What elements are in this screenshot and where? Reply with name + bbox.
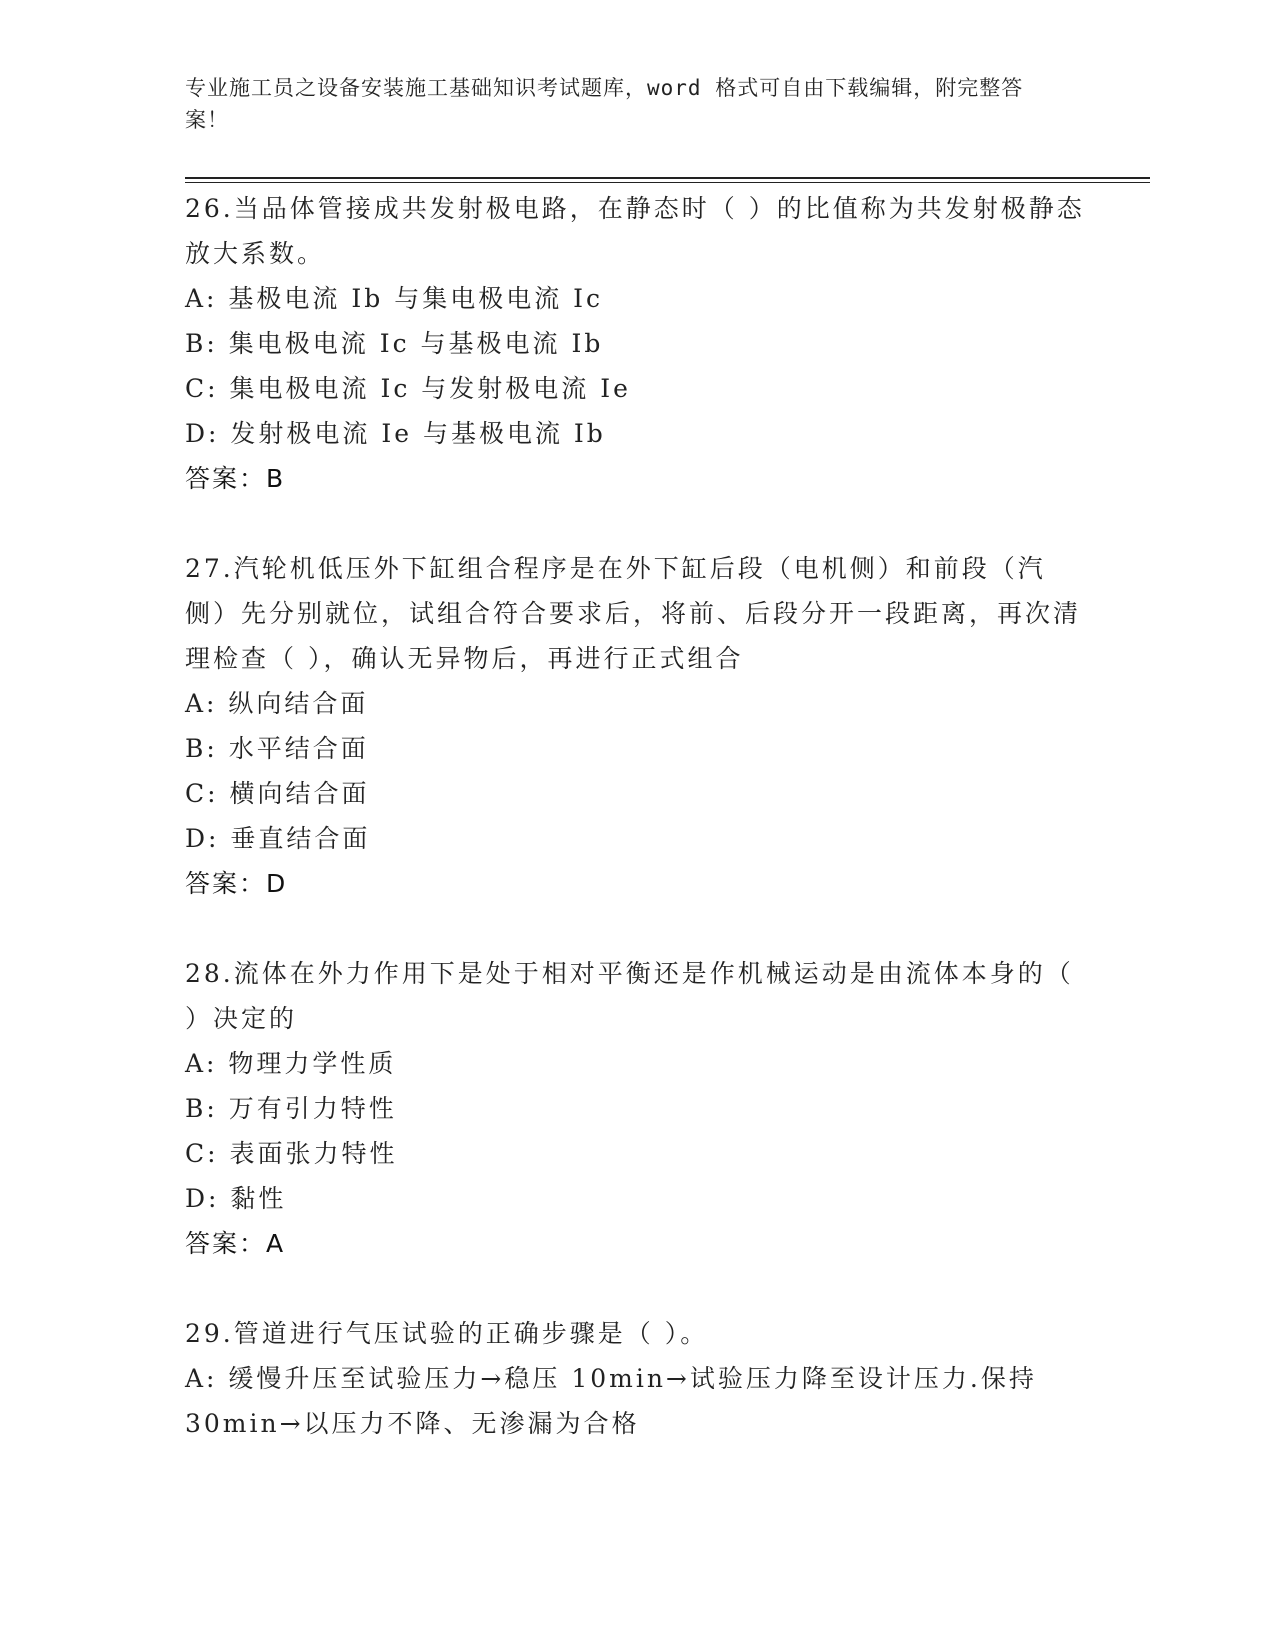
option-d: D: 黏性 [185, 1184, 287, 1213]
option-c: C: 表面张力特性 [185, 1139, 398, 1168]
question-28 [185, 951, 1085, 1266]
question-stem: 28.流体在外力作用下是处于相对平衡还是作机械运动是由流体本身的（ ）决定的 [185, 959, 1074, 1033]
document-header [185, 72, 1065, 136]
option-b: B: 水平结合面 [185, 734, 369, 763]
option-a: A: 纵向结合面 [185, 689, 369, 718]
option-c: C: 集电极电流 Ic 与发射极电流 Ie [185, 374, 631, 403]
option-b: B: 万有引力特性 [185, 1094, 397, 1123]
option-d: D: 垂直结合面 [185, 824, 371, 853]
option-a: A: 物理力学性质 [185, 1049, 397, 1078]
question-27 [185, 546, 1085, 906]
question-stem: 29.管道进行气压试验的正确步骤是（ ）。 [185, 1319, 709, 1348]
header-divider [185, 177, 1150, 179]
spacer [185, 906, 1085, 951]
option-a: A: 基极电流 Ib 与集电极电流 Ic [185, 284, 604, 313]
answer-label: 答案：A [185, 1229, 286, 1258]
question-stem: 27.汽轮机低压外下缸组合程序是在外下缸后段（电机侧）和前段（汽侧）先分别就位，试组合符合要求后，将前、后段分开一段距离，再次清理检查（ ），确认无异物后，再进行正式组合 [185, 554, 1082, 673]
question-29 [185, 1311, 1085, 1446]
answer-label: 答案：D [185, 869, 288, 898]
option-a: A: 缓慢升压至试验压力→稳压 10min→试验压力降至设计压力.保持30min→以压力不降、无渗漏为合格 [185, 1364, 1037, 1438]
spacer [185, 501, 1085, 546]
spacer [185, 1266, 1085, 1311]
option-d: D: 发射极电流 Ie 与基极电流 Ib [185, 419, 606, 448]
question-26 [185, 186, 1085, 501]
question-stem: 26.当品体管接成共发射极电路，在静态时（ ）的比值称为共发射极静态放大系数。 [185, 194, 1085, 268]
answer-label: 答案：B [185, 464, 286, 493]
option-b: B: 集电极电流 Ic 与基极电流 Ib [185, 329, 604, 358]
question-list [185, 186, 1085, 1446]
option-c: C: 横向结合面 [185, 779, 370, 808]
header-title: 专业施工员之设备安装施工基础知识考试题库，word 格式可自由下载编辑，附完整答案！ [185, 76, 1024, 132]
header-divider-thin [185, 182, 1150, 183]
